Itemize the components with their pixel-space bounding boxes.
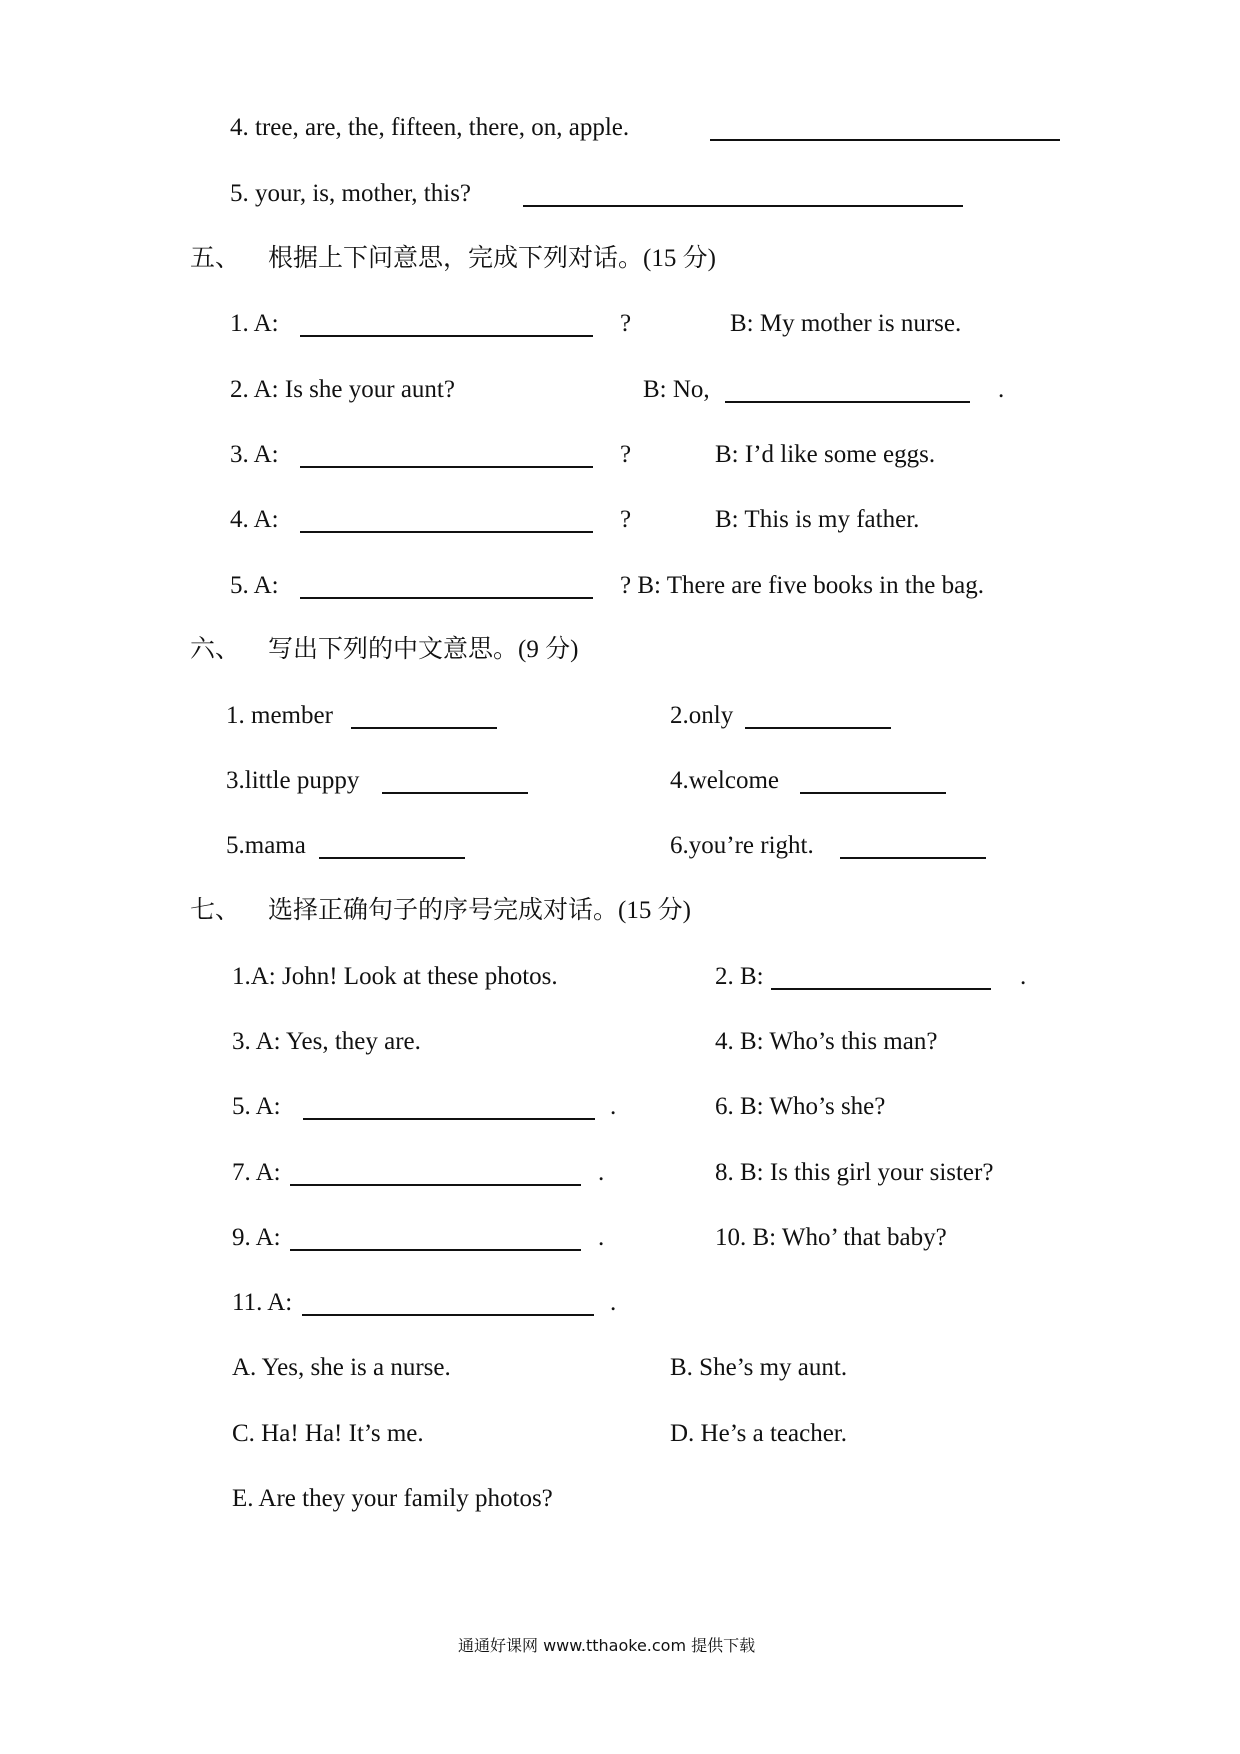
s6-word-2: 2.only — [670, 702, 734, 729]
s7-line-5-blank[interactable] — [303, 1118, 595, 1120]
s5-q3-label: 3. A: — [230, 441, 279, 468]
s4-item-5-blank[interactable] — [523, 205, 963, 207]
s6-word-3: 3.little puppy — [226, 767, 360, 794]
s7-line-5-end: . — [610, 1093, 617, 1120]
s7-heading-num: 七、 — [190, 897, 241, 924]
s5-q5-blank[interactable] — [300, 597, 593, 599]
s6-heading — [190, 634, 578, 666]
s7-line-9: 9. A: — [232, 1224, 281, 1251]
s5-q4-blank[interactable] — [300, 531, 593, 533]
s6-word-1: 1. member — [226, 702, 333, 729]
s6-heading-text: 写出下列的中文意思。(9 分) — [268, 636, 579, 663]
s7-line-4: 4. B: Who’s this man? — [715, 1028, 938, 1055]
s7-line-7-blank[interactable] — [290, 1184, 581, 1186]
s5-heading-num: 五、 — [190, 245, 241, 272]
s7-option-c: C. Ha! Ha! It’s me. — [232, 1420, 424, 1447]
s6-word-3-blank[interactable] — [382, 792, 528, 794]
s5-q1-mark: ? — [620, 310, 632, 337]
s5-heading — [190, 243, 716, 275]
s5-q1-label: 1. A: — [230, 310, 279, 337]
s7-line-2-blank[interactable] — [771, 988, 991, 990]
s5-q3-mark: ? — [620, 441, 632, 468]
s7-line-11: 11. A: — [232, 1289, 293, 1316]
s5-q2-b: B: No, — [643, 376, 710, 403]
s4-item-5: 5. your, is, mother, this? — [230, 180, 472, 207]
s5-q1-answer: B: My mother is nurse. — [730, 310, 962, 337]
s5-q3-answer: B: I’d like some eggs. — [715, 441, 936, 468]
s5-q3-blank[interactable] — [300, 466, 593, 468]
s5-q2-end: . — [998, 376, 1005, 403]
page-footer: 通通好课网 www.tthaoke.com 提供下载 — [458, 1636, 756, 1655]
s5-heading-text: 根据上下问意思，完成下列对话。(15 分) — [268, 245, 716, 272]
s5-q4-mark: ? — [620, 506, 632, 533]
s7-line-6: 6. B: Who’s she? — [715, 1093, 886, 1120]
s4-item-4: 4. tree, are, the, fifteen, there, on, apple. — [230, 114, 630, 141]
s5-q2-label: 2. A: Is she your aunt? — [230, 376, 455, 403]
s6-heading-num: 六、 — [190, 636, 241, 663]
s7-line-11-end: . — [610, 1289, 617, 1316]
s7-line-7-end: . — [598, 1159, 605, 1186]
s7-line-3: 3. A: Yes, they are. — [232, 1028, 421, 1055]
s7-option-d: D. He’s a teacher. — [670, 1420, 848, 1447]
s6-word-5-blank[interactable] — [319, 857, 465, 859]
s6-word-6: 6.you’re right. — [670, 832, 814, 859]
s6-word-6-blank[interactable] — [840, 857, 986, 859]
s5-q5-label: 5. A: — [230, 572, 279, 599]
s7-line-7: 7. A: — [232, 1159, 281, 1186]
s7-heading-text: 选择正确句子的序号完成对话。(15 分) — [268, 897, 691, 924]
s7-option-b: B. She’s my aunt. — [670, 1354, 848, 1381]
s7-line-2: 2. B: — [715, 963, 764, 990]
s7-heading — [190, 895, 691, 927]
s6-word-2-blank[interactable] — [745, 727, 891, 729]
s5-q2-blank[interactable] — [725, 401, 970, 403]
s5-q4-label: 4. A: — [230, 506, 279, 533]
s7-line-1: 1.A: John! Look at these photos. — [232, 963, 558, 990]
s6-word-5: 5.mama — [226, 832, 306, 859]
s6-word-4: 4.welcome — [670, 767, 779, 794]
s7-line-8: 8. B: Is this girl your sister? — [715, 1159, 994, 1186]
s7-line-2-end: . — [1020, 963, 1027, 990]
s5-q4-answer: B: This is my father. — [715, 506, 920, 533]
s7-option-a: A. Yes, she is a nurse. — [232, 1354, 451, 1381]
s5-q1-blank[interactable] — [300, 335, 593, 337]
s7-line-5: 5. A: — [232, 1093, 281, 1120]
s7-line-9-end: . — [598, 1224, 605, 1251]
s6-word-4-blank[interactable] — [800, 792, 946, 794]
s6-word-1-blank[interactable] — [351, 727, 497, 729]
s4-item-4-blank[interactable] — [710, 139, 1060, 141]
s7-line-11-blank[interactable] — [302, 1314, 594, 1316]
s5-q5-answer: ? B: There are five books in the bag. — [620, 572, 985, 599]
s7-line-10: 10. B: Who’ that baby? — [715, 1224, 947, 1251]
s7-line-9-blank[interactable] — [290, 1249, 581, 1251]
s7-option-e: E. Are they your family photos? — [232, 1485, 553, 1512]
